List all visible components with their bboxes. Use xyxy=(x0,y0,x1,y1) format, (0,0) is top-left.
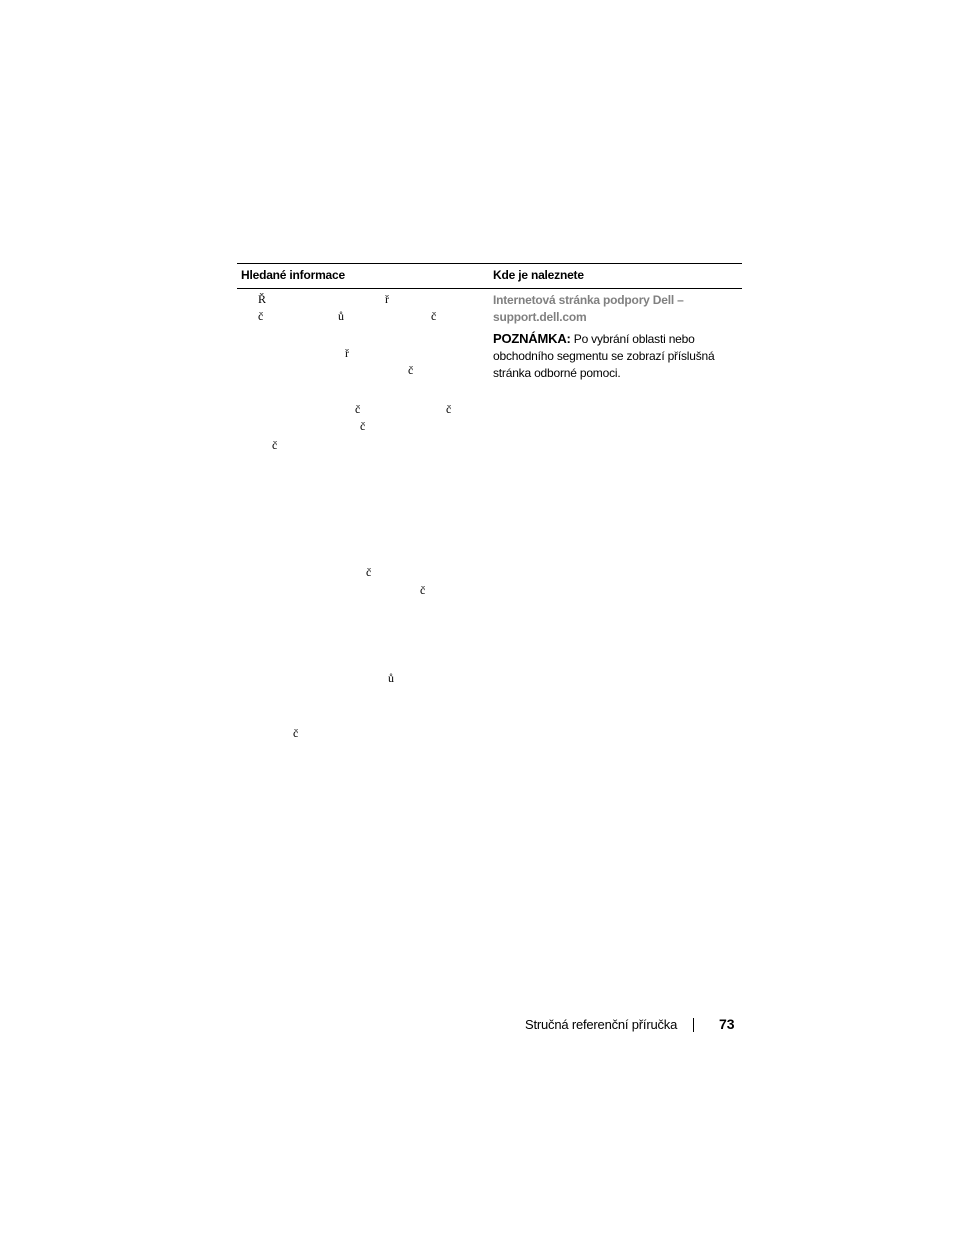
link-line-2: support.dell.com xyxy=(493,310,587,324)
left-glyph: č xyxy=(355,402,361,416)
page-number: 73 xyxy=(719,1016,735,1032)
header-kde-je-naleznete: Kde je naleznete xyxy=(493,268,584,282)
left-glyph: č xyxy=(272,438,278,452)
note-paragraph xyxy=(493,330,733,382)
left-glyph: č xyxy=(431,309,437,323)
table-top-rule xyxy=(237,263,742,264)
left-glyph: č xyxy=(446,402,452,416)
left-glyph: ř xyxy=(345,346,349,360)
header-rule xyxy=(237,288,742,289)
page-footer xyxy=(0,1016,954,1036)
left-glyph: č xyxy=(258,309,264,323)
left-glyph: ů xyxy=(388,671,394,685)
left-glyph: č xyxy=(408,363,414,377)
left-glyph: č xyxy=(366,565,372,579)
left-glyph: č xyxy=(420,583,426,597)
left-glyph: č xyxy=(360,419,366,433)
left-glyph: Ř xyxy=(258,292,267,306)
note-label: POZNÁMKA: xyxy=(493,331,571,346)
footer-separator xyxy=(693,1018,694,1032)
header-hledane-informace: Hledané informace xyxy=(241,268,345,282)
dell-support-link[interactable] xyxy=(493,292,733,326)
left-glyph: ř xyxy=(385,292,389,306)
footer-title: Stručná referenční příručka xyxy=(525,1017,678,1032)
left-glyph: č xyxy=(293,726,299,740)
left-glyph: ů xyxy=(338,309,344,323)
where-to-find-cell xyxy=(493,292,733,382)
link-line-1: Internetová stránka podpory Dell – xyxy=(493,293,684,307)
note-text: Po vybrání oblasti nebo obchodního segmentu se zobrazí příslušná stránka odborné pomoci. xyxy=(493,332,715,380)
